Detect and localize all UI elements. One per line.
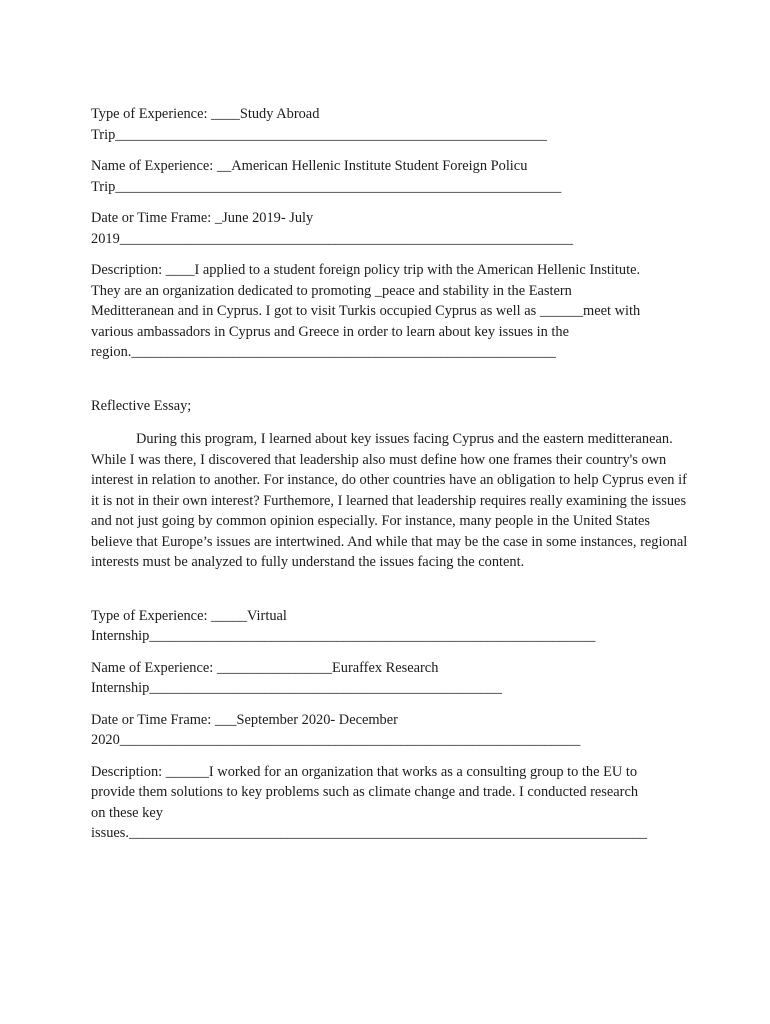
date-field-2: [91, 710, 691, 751]
experience-type-line: Type of Experience: _____Virtual: [91, 607, 287, 624]
description-line: various ambassadors in Cyprus and Greece in order to learn about key issues in the: [91, 323, 569, 340]
date-continuation: 2019_______________________________________________________________: [91, 230, 574, 247]
description-line: provide them solutions to key problems such as climate change and trade. I conducted research: [91, 784, 639, 800]
description-line: Description: ____I applied to a student foreign policy trip with the American Hellenic Institute.: [91, 262, 641, 278]
document-body: [91, 104, 691, 855]
date-line: Date or Time Frame: _June 2019- July: [91, 210, 314, 226]
reflective-essay-paragraph: During this program, I learned about key issues facing Cyprus and the eastern meditteranean. While I was there, I discovered that leadership also must define how one frames their country's own interest in relation to another. For instance, do other countries have an obligation to help Cyprus even if it is not in their own interest? Furthemore, I learned that leadership requires really examining the issues and not just going by common opinion especially. For instance, many people in the United States believe that Europe’s issues are intertwined. And while that may be the case in some instances, regional interests must be analyzed to fully understand the issues facing the content.: [91, 431, 688, 570]
description-line: region.___________________________________________________________: [91, 344, 556, 360]
experience-name-field-1: [91, 156, 691, 197]
description-field-2: [91, 762, 691, 844]
experience-name-line: Name of Experience: ________________Euraffex Research: [91, 659, 439, 676]
date-field-1: [91, 208, 691, 249]
section-spacer: [91, 573, 691, 606]
experience-name-continuation: Trip______________________________________________________________: [91, 178, 562, 195]
description-line: Description: ______I worked for an organization that works as a consulting group to the EU to: [91, 763, 638, 780]
experience-name-continuation: Internship_________________________________________________: [91, 680, 502, 696]
experience-name-line: Name of Experience: __American Hellenic Institute Student Foreign Policu: [91, 158, 528, 174]
experience-type-line: Type of Experience: ____Study Abroad: [91, 106, 320, 122]
experience-type-continuation: Trip____________________________________________________________: [91, 126, 547, 143]
description-line: They are an organization dedicated to promoting _peace and stability in the Eastern: [91, 282, 572, 299]
reflective-essay-heading: Reflective Essay;: [91, 397, 192, 414]
description-line: on these key: [91, 804, 163, 821]
description-line: Meditteranean and in Cyprus. I got to visit Turkis occupied Cyprus as well as ______meet with: [91, 303, 641, 319]
date-continuation: 2020________________________________________________________________: [91, 732, 581, 748]
date-line: Date or Time Frame: ___September 2020- December: [91, 711, 398, 728]
description-field-1: [91, 260, 691, 363]
experience-type-field-1: [91, 104, 691, 145]
experience-type-continuation: Internship______________________________________________________________: [91, 628, 596, 644]
experience-name-field-2: [91, 658, 691, 699]
experience-type-field-2: [91, 606, 691, 647]
description-line: issues.________________________________________________________________________: [91, 825, 648, 841]
